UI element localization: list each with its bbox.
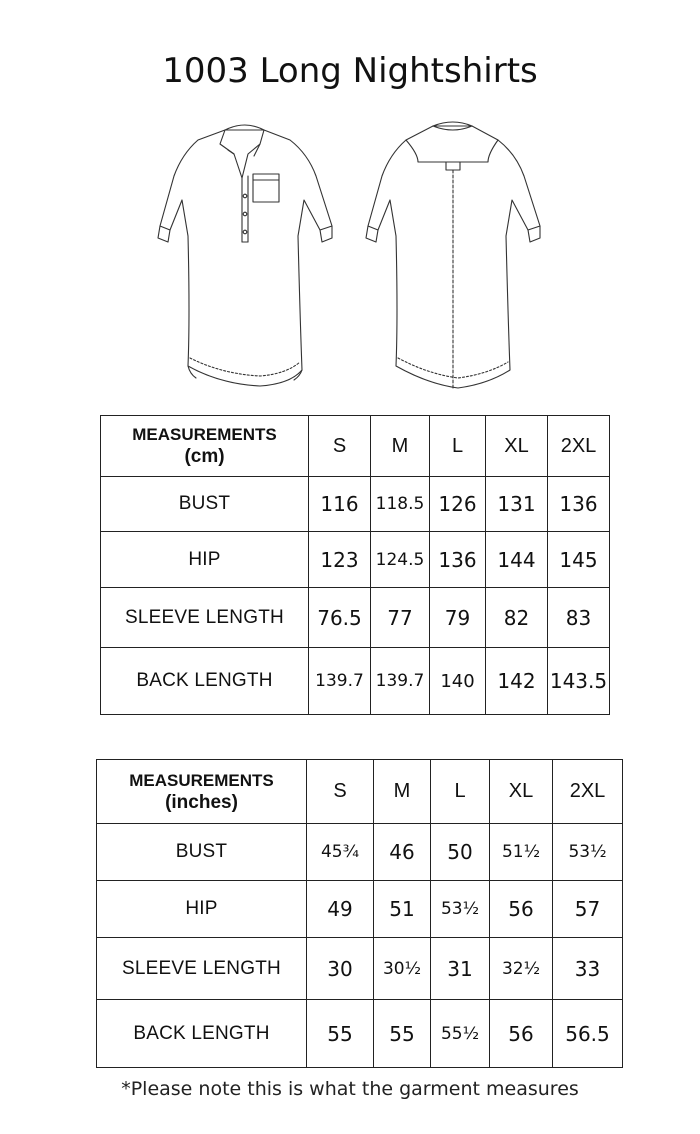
table-cell: 118.5 [371,477,430,532]
table-cell: 145 [548,532,610,588]
header-unit: (cm) [184,446,225,467]
row-label: BACK LENGTH [97,1000,307,1068]
row-label: HIP [97,881,307,938]
row-label: SLEEVE LENGTH [97,938,307,1000]
header-measurements-inches [97,760,307,824]
table-cell: 83 [548,588,610,648]
table-cell: 139.7 [309,648,371,715]
table-row [101,532,610,588]
table-cell: 45¾ [307,824,374,881]
table-cell: 55½ [431,1000,490,1068]
table-cell: 116 [309,477,371,532]
nightshirt-back-drawing [366,122,540,388]
header-measurements-cm [101,416,309,477]
table-cell: 142 [486,648,548,715]
header-size: XL [486,416,548,477]
table-cell: 136 [548,477,610,532]
table-cell: 136 [430,532,486,588]
header-size: M [371,416,430,477]
table-cell: 79 [430,588,486,648]
table-cell: 33 [553,938,623,1000]
table-cell: 49 [307,881,374,938]
table-cell: 143.5 [548,648,610,715]
table-cell: 51½ [490,824,553,881]
table-cell: 126 [430,477,486,532]
page-title: 1003 Long Nightshirts [162,51,538,91]
row-label: BUST [97,824,307,881]
table-cell: 131 [486,477,548,532]
measurements-table-cm [100,415,610,715]
table-row [97,1000,623,1068]
table-cell: 53½ [553,824,623,881]
table-row [101,477,610,532]
table-cell: 56 [490,1000,553,1068]
row-label: SLEEVE LENGTH [101,588,309,648]
table-cell: 76.5 [309,588,371,648]
measurements-table-inches [96,759,623,1068]
header-label: MEASUREMENTS [132,425,277,444]
table-cell: 46 [374,824,431,881]
table-cell: 50 [431,824,490,881]
footnote: *Please note this is what the garment measures [121,1078,579,1100]
table-cell: 144 [486,532,548,588]
table-cell: 32½ [490,938,553,1000]
header-size: 2XL [548,416,610,477]
header-size: L [430,416,486,477]
table-row [101,648,610,715]
table-cell: 30 [307,938,374,1000]
table-cell: 56 [490,881,553,938]
table-cell: 124.5 [371,532,430,588]
header-unit: (inches) [165,791,238,813]
table-row [97,824,623,881]
table-row [101,588,610,648]
header-size: S [307,760,374,824]
table-cell: 53½ [431,881,490,938]
table-header-row [101,416,610,477]
table-cell: 140 [430,648,486,715]
row-label: BACK LENGTH [101,648,309,715]
garment-illustration [150,116,560,401]
header-size: M [374,760,431,824]
table-cell: 123 [309,532,371,588]
table-cell: 56.5 [553,1000,623,1068]
header-size: 2XL [553,760,623,824]
header-label: MEASUREMENTS [129,770,274,790]
table-row [97,938,623,1000]
row-label: HIP [101,532,309,588]
table-cell: 139.7 [371,648,430,715]
table-header-row [97,760,623,824]
header-size: XL [490,760,553,824]
table-cell: 55 [307,1000,374,1068]
row-label: BUST [101,477,309,532]
header-size: L [431,760,490,824]
table-cell: 55 [374,1000,431,1068]
table-cell: 31 [431,938,490,1000]
table-cell: 77 [371,588,430,648]
nightshirt-front-drawing [158,125,332,386]
table-cell: 51 [374,881,431,938]
header-size: S [309,416,371,477]
table-cell: 82 [486,588,548,648]
table-cell: 30½ [374,938,431,1000]
table-cell: 57 [553,881,623,938]
table-row [97,881,623,938]
